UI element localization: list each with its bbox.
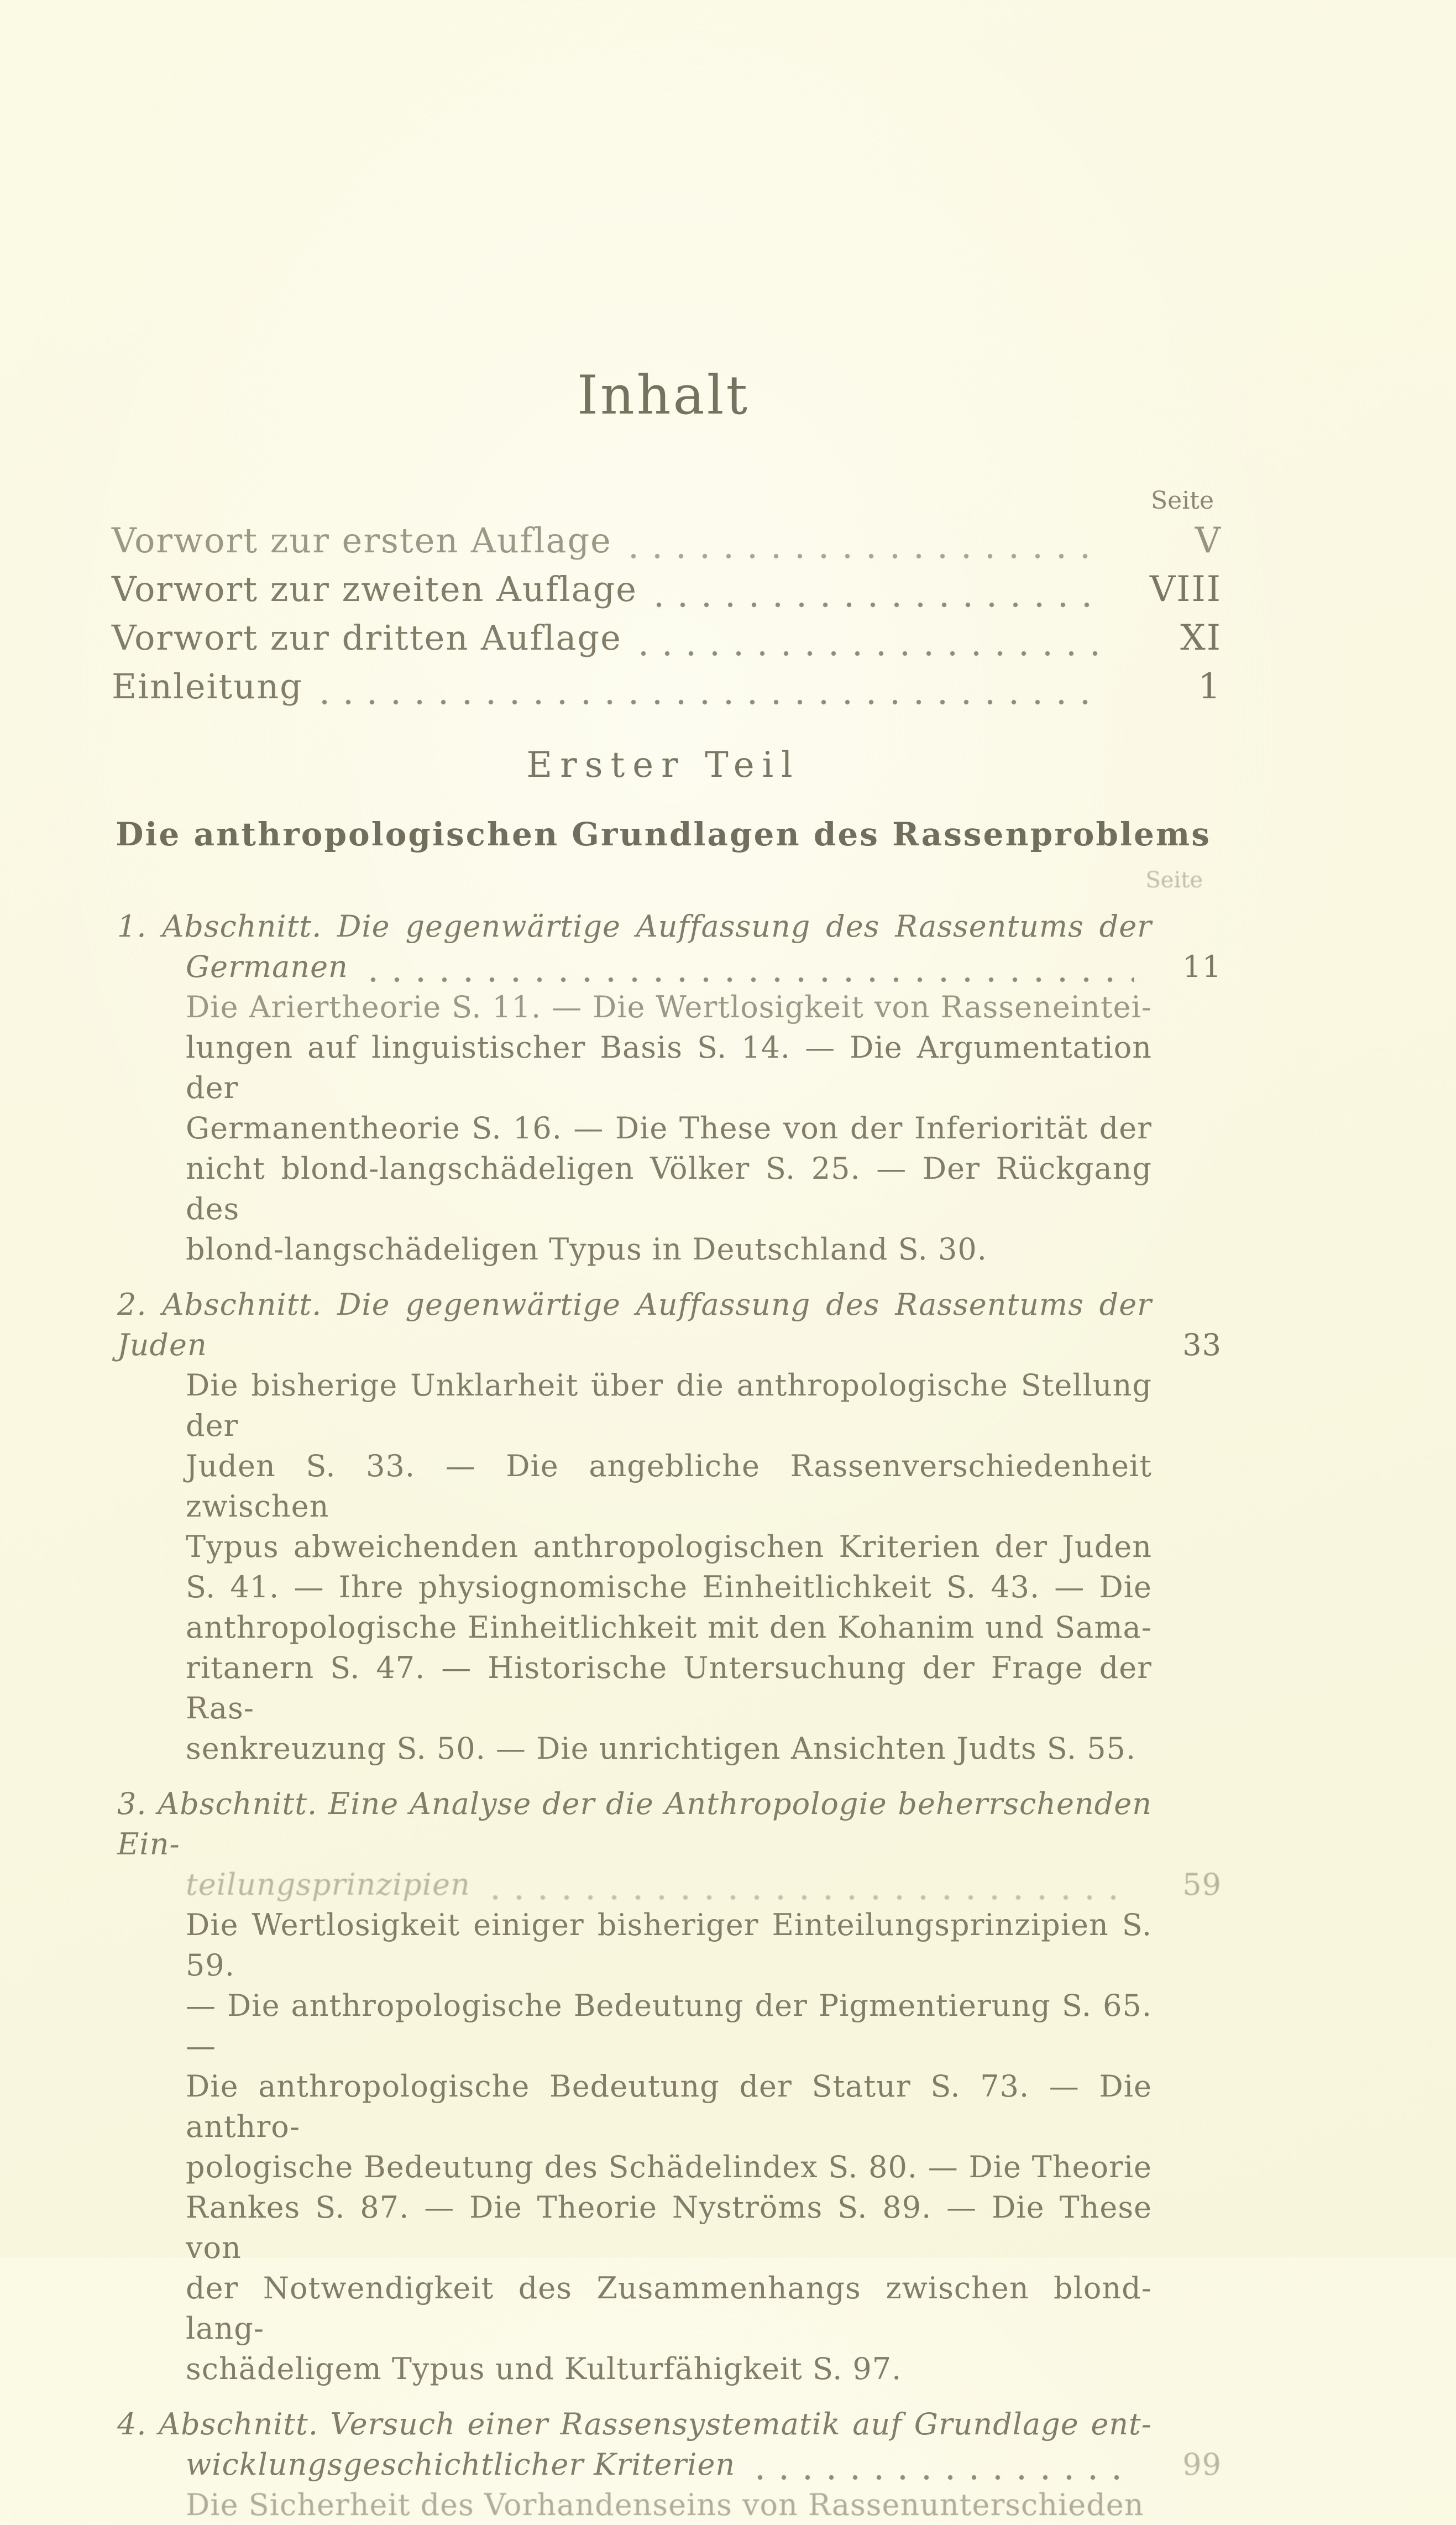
toc-entry-label: Vorwort zur dritten Auflage	[112, 617, 622, 658]
dot-leader	[641, 624, 1102, 662]
dot-leader	[656, 575, 1102, 614]
section-runover-word: Germanen	[186, 949, 348, 984]
toc-entry-label: Vorwort zur ersten Auflage	[112, 520, 612, 561]
part-heading: Erster Teil	[526, 744, 800, 786]
dot-leader	[757, 2455, 1134, 2485]
section-note-line: pologische Bedeutung des Schädelindex S. 80. — Die Theorie	[186, 2149, 1152, 2184]
seite-column-header	[105, 486, 1222, 515]
toc-entry-label: Vorwort zur zweiten Auflage	[112, 568, 637, 609]
section-note-line: schädeligem Typus und Kulturfähigkeit S. 97.	[186, 2351, 902, 2386]
section-page: 33	[1182, 1327, 1222, 1362]
section-note-line: Juden S. 33. — Die angebliche Rassenverschiedenheit zwischen	[186, 1448, 1152, 1524]
section-runover-word: wicklungsgeschichtlicher Kriterien	[186, 2446, 736, 2482]
dot-leader	[493, 1875, 1134, 1905]
section-note-line: nicht blond-langschädeligen Völker S. 25. — Der Rückgang des	[186, 1151, 1152, 1226]
toc-section-4	[105, 2404, 1222, 2525]
section-note-line: der Notwendigkeit des Zusammenhangs zwischen blond-lang-	[186, 2270, 1152, 2346]
section-title-line: 2. Abschnitt. Die gegenwärtige Auffassung des Rassentums der Juden 33	[105, 1284, 1222, 1365]
seite-column-header-2	[105, 869, 1222, 891]
toc-entry-page: VIII	[1149, 568, 1222, 610]
section-note-line: lungen auf linguistischer Basis S. 14. — Die Argumentation der	[186, 1029, 1152, 1105]
section-title-line: 3. Abschnitt. Eine Analyse der die Anthropologie beherrschenden Ein-	[117, 1786, 1152, 1862]
toc-entry-page: V	[1195, 520, 1222, 561]
section-title-line: 4. Abschnitt. Versuch einer Rassensystematik auf Grundlage ent-	[117, 2406, 1152, 2442]
section-note-line: senkreuzung S. 50. — Die unrichtigen Ansichten Judts S. 55.	[186, 1731, 1136, 1766]
toc-entry-page: XI	[1180, 617, 1222, 658]
section-title-line: 1. Abschnitt. Die gegenwärtige Auffassung des Rassentums der	[117, 908, 1152, 944]
toc-section-1	[105, 906, 1222, 1269]
dot-leader	[370, 957, 1134, 987]
section-note-line: ritanern S. 47. — Historische Untersuchung der Frage der Ras-	[186, 1650, 1152, 1726]
section-page: 11	[1182, 949, 1222, 984]
toc-entry-vorwort-3	[105, 614, 1222, 662]
seite-label: Seite	[1151, 486, 1214, 515]
toc-section-3	[105, 1784, 1222, 2389]
section-note-line: Die Sicherheit des Vorhandenseins von Rassenunterschieden	[186, 2487, 1144, 2522]
toc-entry-vorwort-2	[105, 565, 1222, 614]
page-title: Inhalt	[577, 364, 750, 426]
toc-entry-page: 1	[1198, 666, 1222, 707]
section-note-line: Die Wertlosigkeit einiger bisheriger Einteilungsprinzipien S. 59.	[186, 1907, 1152, 1983]
toc-entry-vorwort-1	[105, 516, 1222, 565]
section-note-line: Die bisherige Unklarheit über die anthropologische Stellung der	[186, 1367, 1152, 1443]
toc-sections	[105, 906, 1222, 2525]
section-note-line: anthropologische Einheitlichkeit mit den Kohanim und Sama-	[186, 1609, 1152, 1645]
section-note-line: Germanentheorie S. 16. — Die These von der Inferiorität der	[186, 1110, 1152, 1146]
section-note-line: — Die anthropologische Bedeutung der Pigmentierung S. 65. —	[186, 1988, 1152, 2063]
section-note-line: Die Ariertheorie S. 11. — Die Wertlosigkeit von Rasseneintei-	[186, 989, 1152, 1024]
part-title: Die anthropologischen Grundlagen des Rassenproblems	[116, 815, 1211, 853]
front-matter-list	[105, 516, 1222, 711]
section-note-line: Die anthropologische Bedeutung der Statur S. 73. — Die anthro-	[186, 2068, 1152, 2144]
seite-label: Seite	[1145, 867, 1203, 893]
toc-entry-label: Einleitung	[112, 666, 303, 707]
section-page: 99	[1182, 2446, 1222, 2482]
section-note-line: S. 41. — Ihre physiognomische Einheitlichkeit S. 43. — Die	[186, 1569, 1152, 1604]
section-page: 59	[1182, 1867, 1222, 1902]
section-runover-line	[105, 1864, 1222, 1905]
section-runover-word: teilungsprinzipien	[186, 1867, 470, 1902]
section-note-line: Rankes S. 87. — Die Theorie Nyströms S. 89. — Die These von	[186, 2189, 1152, 2265]
section-runover-line	[105, 947, 1222, 987]
toc-section-2	[105, 1284, 1222, 1769]
section-runover-line	[105, 2444, 1222, 2485]
dot-leader	[631, 526, 1102, 565]
section-note-line: blond-langschädeligen Typus in Deutschland S. 30.	[186, 1231, 987, 1267]
toc-content	[105, 0, 1222, 2525]
section-note-line: Typus abweichenden anthropologischen Kriterien der Juden	[186, 1529, 1152, 1564]
toc-entry-einleitung	[105, 662, 1222, 711]
dot-leader	[322, 672, 1102, 711]
